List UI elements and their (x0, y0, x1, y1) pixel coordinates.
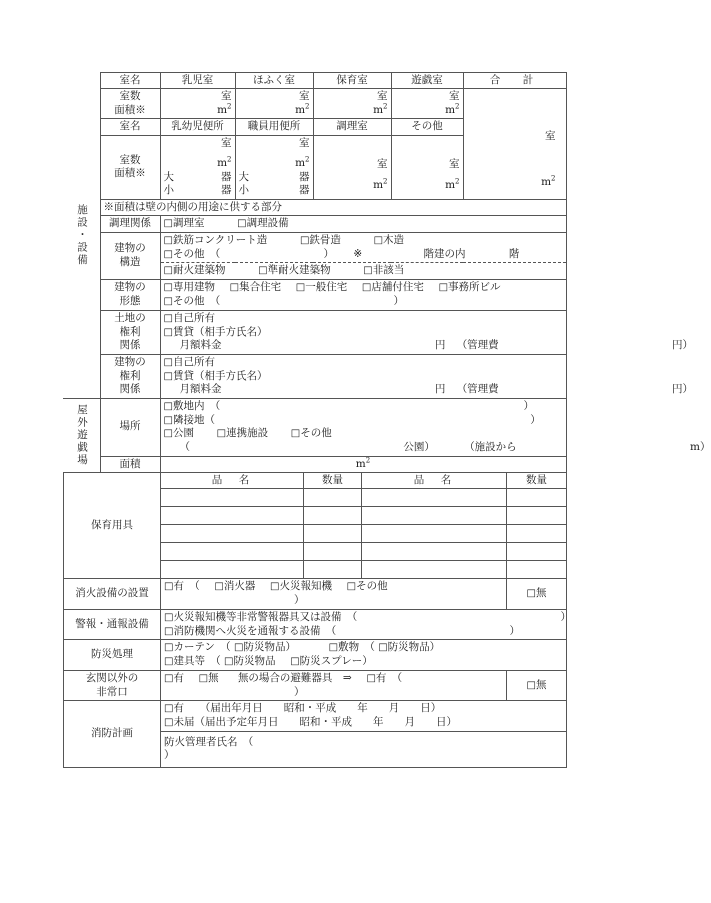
rooms-table (63, 72, 694, 399)
checkbox-building-leased[interactable]: □ (163, 370, 173, 382)
room-header-total: 合 計 (463, 73, 566, 89)
equipment-header-row (64, 473, 567, 489)
fire-plan-submission: □有 （届出年月日 昭和・平成 年 月 日） □未届（届出予定年月日 昭和・平成 年 月 日） (161, 701, 567, 732)
building-form-row (63, 280, 566, 311)
equipment-qty-2[interactable] (507, 489, 567, 507)
equipment-qty-1[interactable] (304, 525, 362, 543)
fire-plan-label: 消防計画 (64, 701, 161, 767)
fire-extinguish-none: □無 (507, 579, 567, 609)
equipment-header-name-2: 品 名 (362, 473, 507, 489)
equipment-name-1[interactable] (161, 543, 304, 561)
checkbox-fire-equipment-yes[interactable]: □ (164, 581, 174, 593)
room-value-infant[interactable]: 室 $m^2$ (160, 89, 235, 119)
fire-extinguish-options: □有 （ □消火器 □火災報知機 □その他 ） (161, 579, 507, 609)
equipment-name-1[interactable] (161, 561, 304, 579)
equipment-name-2[interactable] (362, 561, 507, 579)
equipment-header-qty-1: 数量 (304, 473, 362, 489)
equipment-qty-1[interactable] (304, 507, 362, 525)
room-header-other: その他 (391, 119, 463, 135)
checkbox-exit-no[interactable]: □ (198, 672, 209, 684)
checkbox-wood-structure[interactable]: □ (373, 234, 384, 246)
equipment-label: 保育用具 (64, 473, 161, 579)
building-form-label: 建物の 形態 (100, 280, 160, 311)
equipment-qty-2[interactable] (507, 561, 567, 579)
building-rights-label: 建物の 権利 関係 (100, 354, 160, 398)
sqm-unit: $m^2$ (295, 102, 310, 116)
cooking-label: 調理関係 (100, 215, 160, 232)
equipment-name-2[interactable] (362, 525, 507, 543)
checkbox-extinguisher[interactable]: □ (214, 581, 224, 593)
equipment-name-2[interactable] (362, 543, 507, 561)
equipment-header-name-1: 品 名 (161, 473, 304, 489)
checkbox-fireproof-spray[interactable]: □ (290, 656, 300, 668)
fire-resistance-options: □耐火建築物 □準耐火建築物 □非該当 (160, 263, 566, 280)
checkbox-evacuation-device-yes[interactable]: □ (366, 672, 376, 684)
alarm-options: □火災報知機等非常警報器具又は設備 （ ） □消防機関へ火災を通報する設備 （ ） (161, 609, 567, 640)
outdoor-place-options: □敷地内 （ ） □隣接地（ ） □公園 □連携施設 □その他 （ 公園） （施設から m） (160, 398, 566, 456)
area-note: ※面積は壁の内側の用途に供する部分 (100, 199, 566, 215)
fire-extinguish-label: 消火設備の設置 (64, 579, 161, 609)
disaster-prevention-label: 防災処理 (64, 640, 161, 671)
rooms-header-row (63, 73, 566, 89)
room-value-kitchen[interactable]: 室 $m^2$ (313, 135, 391, 199)
outdoor-place-row (63, 398, 566, 456)
room-value-staff-toilet[interactable]: 室 $m^2$ 大 器 小 器 (235, 135, 313, 199)
facility-equipment-vertical-label: 施設・設備 (63, 73, 100, 399)
checkbox-exit-yes[interactable]: □ (164, 672, 174, 684)
land-rights-options: □自己所有 □賃貸（相手方氏名） 月額料金 円 （管理費 円） (160, 310, 566, 354)
count-area-label-1: 室数 面積※ (100, 89, 160, 119)
checkbox-building-owned[interactable]: □ (163, 356, 173, 368)
fire-safety-table (63, 578, 572, 767)
land-rights-label: 土地の 権利 関係 (100, 310, 160, 354)
checkbox-fire-alarm[interactable]: □ (270, 581, 280, 593)
room-header-staff-toilet: 職員用便所 (235, 119, 313, 135)
checkbox-curtain-fireproof-item[interactable]: □ (234, 642, 244, 654)
checkbox-apartment[interactable]: □ (229, 282, 240, 294)
outdoor-area-value[interactable]: $m^2$ (160, 456, 566, 472)
equipment-name-1[interactable] (161, 507, 304, 525)
room-header-kitchen: 調理室 (313, 119, 391, 135)
checkbox-park[interactable]: □ (163, 428, 173, 440)
equipment-name-1[interactable] (161, 525, 304, 543)
structure-label: 建物の 構造 (100, 232, 160, 279)
checkbox-general-house[interactable]: □ (295, 282, 306, 294)
rooms-count-area-row-1 (63, 89, 566, 119)
checkbox-rug-fireproof-item[interactable]: □ (378, 642, 388, 654)
childcare-equipment-table (63, 472, 567, 579)
cooking-options: □調理室 □調理設備 (160, 215, 566, 232)
checkbox-evacuation-device-no[interactable]: □ (526, 679, 536, 691)
checkbox-adjacent-land[interactable]: □ (163, 414, 173, 426)
checkbox-fittings[interactable]: □ (164, 656, 174, 668)
checkbox-land-owned[interactable]: □ (163, 312, 173, 324)
land-rights-row (63, 310, 566, 354)
building-rights-row (63, 354, 566, 398)
checkbox-fire-other[interactable]: □ (346, 581, 357, 593)
room-value-crawling[interactable]: 室 $m^2$ (235, 89, 313, 119)
checkbox-steel-structure[interactable]: □ (299, 234, 310, 246)
equipment-name-2[interactable] (362, 489, 507, 507)
checkbox-land-leased[interactable]: □ (163, 326, 173, 338)
building-rights-options: □自己所有 □賃貸（相手方氏名） 月額料金 円 （管理費 円） (160, 354, 566, 398)
emergency-exit-options: □有 □無 無の場合の避難器具 ⇒ □有 （ ） (161, 670, 507, 700)
room-header-nursery: 保育室 (313, 73, 391, 89)
equipment-qty-2[interactable] (507, 507, 567, 525)
checkbox-on-site[interactable]: □ (163, 400, 173, 412)
equipment-qty-1[interactable] (304, 561, 362, 579)
emergency-exit-label: 玄関以外の 非常口 (64, 670, 161, 700)
checkbox-kitchen-room[interactable]: □ (163, 217, 173, 229)
room-name-label-1: 室名 (100, 73, 160, 89)
checkbox-rc-structure[interactable]: □ (163, 234, 173, 246)
checkbox-emergency-alarm[interactable]: □ (164, 611, 174, 623)
room-value-other[interactable]: 室 $m^2$ (391, 135, 463, 199)
total-value-cell[interactable]: 室 $m^2$ (463, 89, 566, 199)
equipment-qty-1[interactable] (304, 489, 362, 507)
sqm-unit: $m^2$ (541, 174, 556, 188)
checkbox-fire-dept-report[interactable]: □ (164, 625, 174, 637)
equipment-qty-2[interactable] (507, 543, 567, 561)
outdoor-area-label: 面積 (100, 456, 160, 472)
checkbox-shop-house[interactable]: □ (361, 282, 372, 294)
equipment-qty-2[interactable] (507, 525, 567, 543)
room-value-infant-toilet[interactable]: 室 $m^2$ 大 器 小 器 (160, 135, 235, 199)
room-value-playroom[interactable]: 室 $m^2$ (391, 89, 463, 119)
disaster-prevention-row (64, 640, 567, 671)
checkbox-structure-other[interactable]: □ (163, 248, 173, 260)
checkbox-kitchen-equipment[interactable]: □ (237, 217, 247, 229)
equipment-qty-1[interactable] (304, 543, 362, 561)
room-header-crawling: ほふく室 (235, 73, 313, 89)
checkbox-fireproof-building[interactable]: □ (163, 265, 173, 277)
outdoor-playground-table (63, 398, 711, 473)
room-value-nursery[interactable]: 室 $m^2$ (313, 89, 391, 119)
checkbox-curtain[interactable]: □ (164, 642, 174, 654)
sqm-unit: $m^2$ (373, 102, 388, 116)
cooking-row (63, 215, 566, 232)
fire-extinguish-row (64, 579, 567, 609)
emergency-exit-row (64, 670, 567, 700)
room-header-playroom: 遊戯室 (391, 73, 463, 89)
form-container (63, 72, 711, 768)
outdoor-area-row (63, 456, 566, 472)
emergency-exit-none: □無 (507, 670, 567, 700)
checkbox-partner-facility[interactable]: □ (216, 428, 227, 440)
structure-type-options: □鉄筋コンクリート造 □鉄骨造 □木造 □その他 （ ） ※ 階建の内 階 (160, 232, 566, 263)
equipment-name-2[interactable] (362, 507, 507, 525)
checkbox-fire-equipment-no[interactable]: □ (526, 588, 536, 600)
alarm-label: 警報・通報設備 (64, 609, 161, 640)
equipment-name-1[interactable] (161, 489, 304, 507)
outdoor-place-label: 場所 (100, 398, 160, 456)
checkbox-quasi-fireproof-building[interactable]: □ (258, 265, 268, 277)
room-name-label-2: 室名 (100, 119, 160, 135)
room-header-infant: 乳児室 (160, 73, 235, 89)
fire-manager-name[interactable]: 防火管理者氏名 （ ） (161, 731, 567, 767)
outdoor-playground-vertical-label: 屋外遊戯場 (63, 398, 100, 472)
checkbox-plan-submitted[interactable]: □ (164, 703, 174, 715)
fire-plan-row-1 (64, 701, 567, 732)
equipment-header-qty-2: 数量 (507, 473, 567, 489)
checkbox-fittings-fireproof-item[interactable]: □ (224, 656, 234, 668)
area-note-row (63, 199, 566, 215)
count-area-label-2: 室数 面積※ (100, 135, 160, 199)
sqm-unit: $m^2$ (217, 102, 232, 116)
kome-mark: ※ (353, 247, 363, 260)
sqm-unit: $m^2$ (445, 102, 460, 116)
checkbox-rug[interactable]: □ (328, 642, 339, 654)
checkbox-plan-not-submitted[interactable]: □ (164, 716, 174, 728)
checkbox-dedicated-building[interactable]: □ (163, 282, 173, 294)
checkbox-office-building[interactable]: □ (438, 282, 449, 294)
alarm-row (64, 609, 567, 640)
checkbox-not-applicable[interactable]: □ (363, 265, 373, 277)
building-form-options: □専用建物 □集合住宅 □一般住宅 □店舗付住宅 □事務所ビル □その他 （ ） (160, 280, 566, 311)
checkbox-building-form-other[interactable]: □ (163, 295, 173, 307)
room-header-infant-toilet: 乳幼児便所 (160, 119, 235, 135)
checkbox-outdoor-other[interactable]: □ (290, 428, 301, 440)
structure-row-1 (63, 232, 566, 263)
disaster-prevention-options: □カーテン （ □防災物品） □敷物 （ □防災物品） □建具等 （ □防災物品 □防災スプレー） (161, 640, 567, 671)
